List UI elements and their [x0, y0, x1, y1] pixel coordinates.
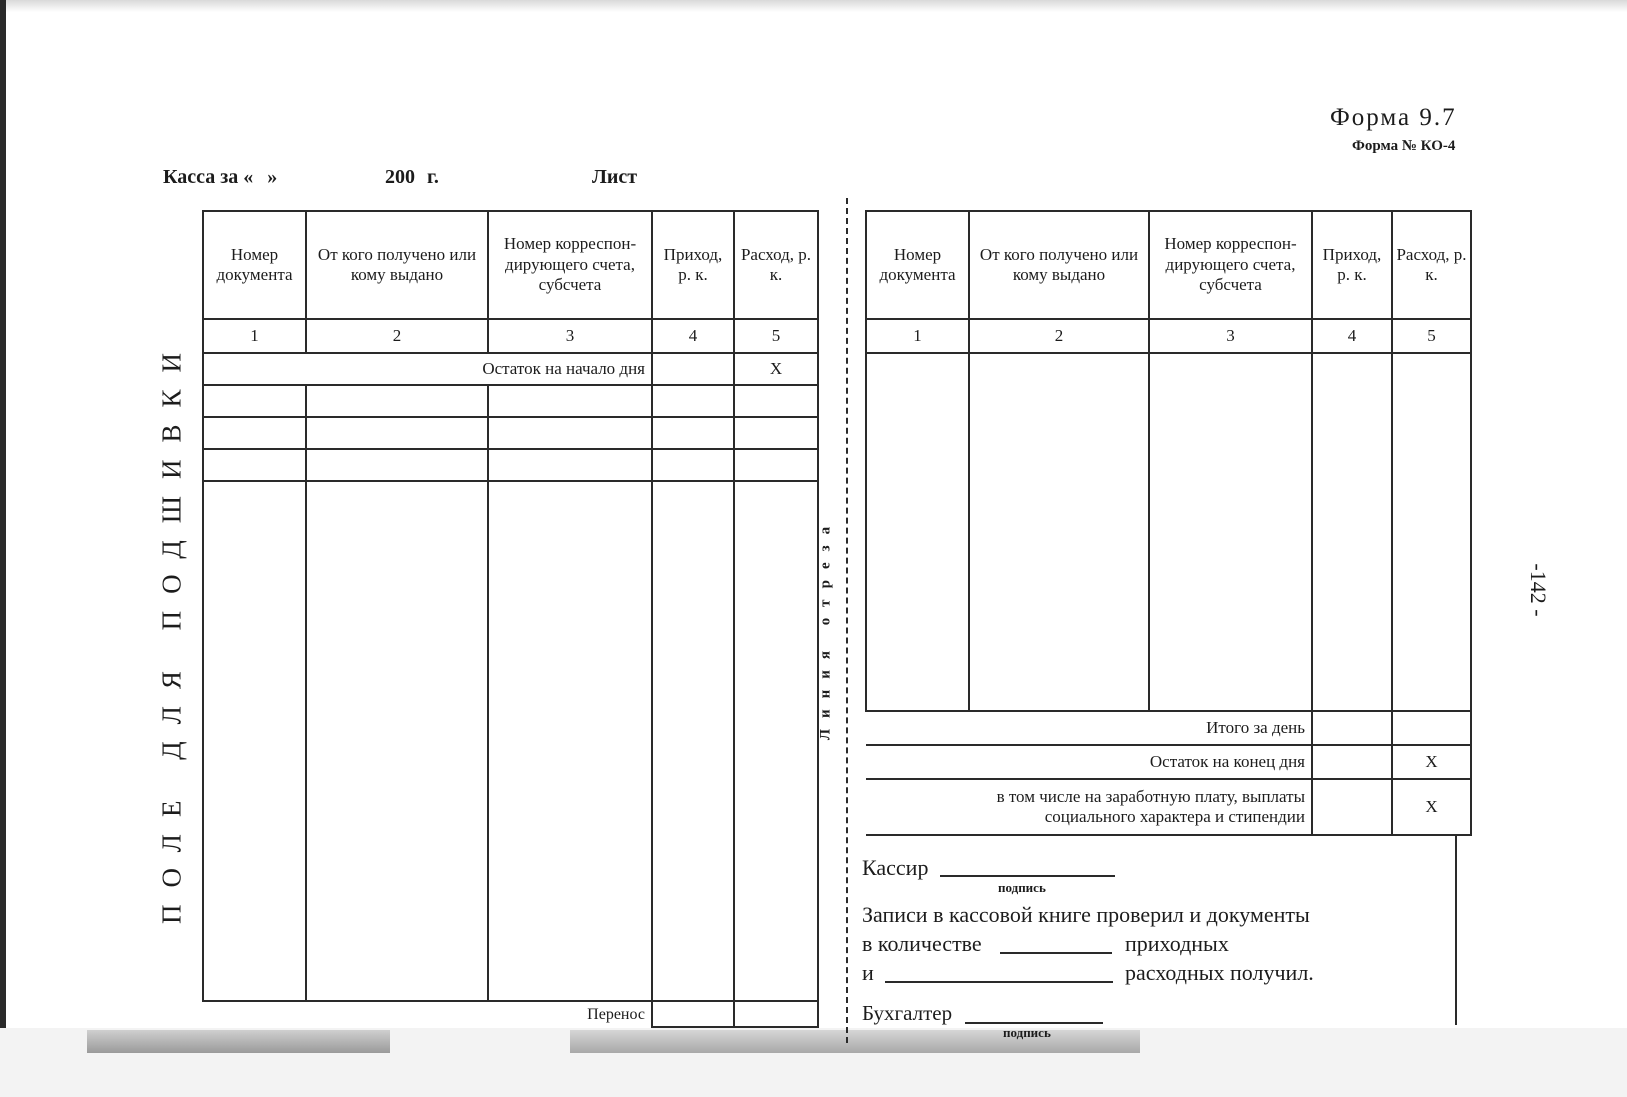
including-income	[1312, 779, 1392, 835]
col-header: Номер документа	[866, 211, 969, 319]
form-title: Форма 9.7	[1330, 104, 1457, 131]
scan-smudge	[87, 1030, 390, 1053]
scan-edge-left	[0, 0, 6, 1097]
right-cash-table	[865, 210, 1472, 836]
and-label: и	[862, 960, 874, 985]
opening-balance-income	[652, 353, 734, 385]
carry-over-label: Перенос	[203, 1001, 652, 1027]
col-number: 2	[969, 319, 1149, 353]
expense-label: расходных получил.	[1125, 960, 1314, 985]
col-number: 1	[866, 319, 969, 353]
accountant-signature-hint: подпись	[1003, 1025, 1051, 1040]
table-body	[203, 481, 818, 1001]
including-x: X	[1392, 779, 1471, 835]
cut-line-label: Линия отреза	[817, 515, 834, 741]
year-label: 200 г.	[385, 166, 439, 188]
scan-smudge	[570, 1030, 1140, 1053]
opening-balance-label: Остаток на начало дня	[203, 353, 652, 385]
table-row	[203, 449, 818, 481]
col-header: Номер документа	[203, 211, 306, 319]
closing-balance-income	[1312, 745, 1392, 779]
col-header: Расход, р. к.	[734, 211, 818, 319]
col-number: 3	[1149, 319, 1312, 353]
accountant-signature-line	[965, 1022, 1103, 1024]
cashier-signature-line	[940, 875, 1115, 877]
col-header: Приход, р. к.	[652, 211, 734, 319]
verified-text: Записи в кассовой книге проверил и документы	[862, 902, 1310, 927]
accountant-label: Бухгалтер	[862, 1001, 953, 1025]
table-row	[203, 417, 818, 449]
closing-balance-x: X	[1392, 745, 1471, 779]
left-cash-table	[202, 210, 819, 1028]
cut-line	[846, 198, 848, 1043]
col-number: 3	[488, 319, 652, 353]
col-number: 4	[652, 319, 734, 353]
carry-over-expense	[734, 1001, 818, 1027]
col-header: Приход, р. к.	[1312, 211, 1392, 319]
opening-balance-x: X	[734, 353, 818, 385]
col-number: 1	[203, 319, 306, 353]
col-number: 5	[734, 319, 818, 353]
total-day-expense	[1392, 711, 1471, 745]
col-number: 2	[306, 319, 488, 353]
cashier-signature-hint: подпись	[998, 880, 1046, 895]
binding-field-label: ПОЛЕ ДЛЯ ПОДШИВКИ	[156, 335, 187, 925]
form-code: Форма № КО-4	[1352, 138, 1456, 154]
carry-over-income	[652, 1001, 734, 1027]
total-day-income	[1312, 711, 1392, 745]
form-border	[1455, 835, 1457, 1025]
income-label: приходных	[1125, 931, 1229, 956]
income-count-line	[1000, 952, 1112, 954]
total-day-label: Итого за день	[866, 711, 1312, 745]
col-header: Расход, р. к.	[1392, 211, 1471, 319]
col-header: Номер корреспон-дирующего счета, субсчета	[488, 211, 652, 319]
col-number: 5	[1392, 319, 1471, 353]
cashier-label: Кассир	[862, 855, 929, 880]
col-header: От кого получено или кому выдано	[306, 211, 488, 319]
expense-count-line	[885, 981, 1113, 983]
page-number: -142 -	[1526, 563, 1551, 617]
quantity-label: в количестве	[862, 931, 982, 956]
scan-edge-top	[0, 0, 1627, 12]
table-body	[866, 353, 1471, 711]
col-header: От кого получено или кому выдано	[969, 211, 1149, 319]
including-label: в том числе на заработную плату, выплаты социального характера и стипендии	[866, 779, 1312, 835]
table-row	[203, 385, 818, 417]
col-number: 4	[1312, 319, 1392, 353]
col-header: Номер корреспон-дирующего счета, субсчета	[1149, 211, 1312, 319]
sheet-label: Лист	[592, 166, 638, 188]
closing-balance-label: Остаток на конец дня	[866, 745, 1312, 779]
kassa-label: Касса за « »	[163, 166, 278, 188]
